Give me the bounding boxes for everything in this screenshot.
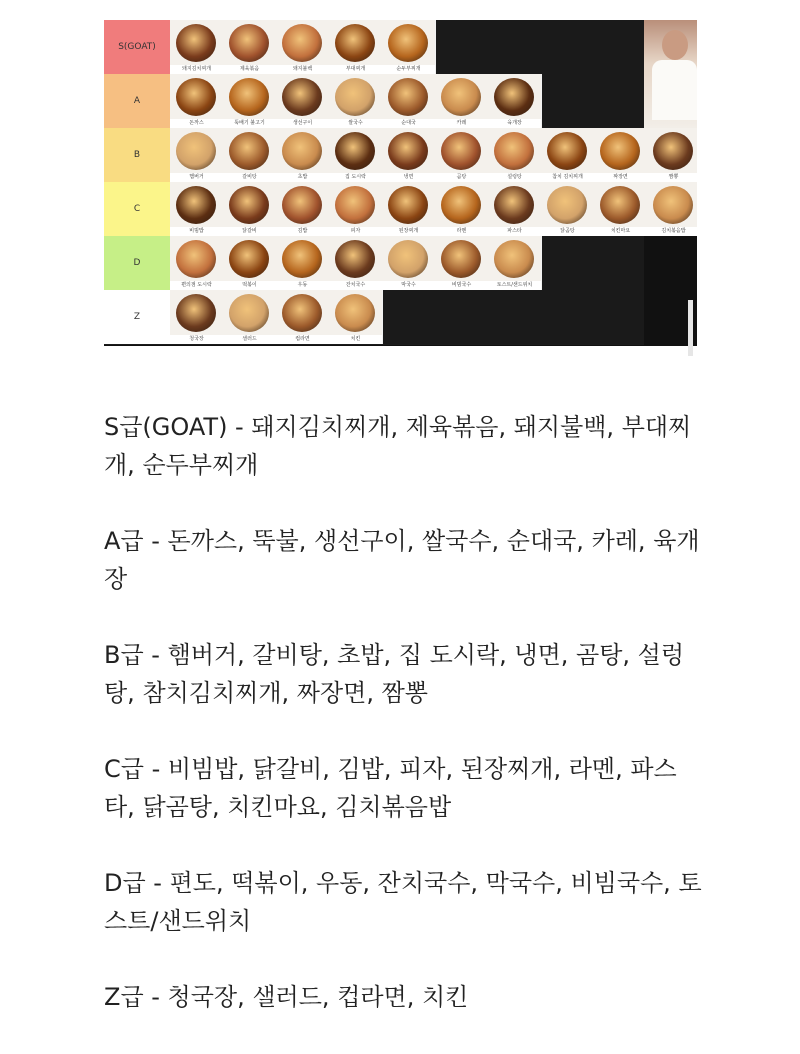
presenter-photo bbox=[644, 20, 697, 128]
food-caption: 육개장 bbox=[488, 119, 541, 128]
food-photo bbox=[441, 186, 481, 224]
food-caption: 닭갈비 bbox=[223, 227, 276, 236]
food-tile bbox=[382, 182, 436, 236]
food-caption: 설렁탕 bbox=[488, 173, 541, 182]
food-caption: 치킨 bbox=[329, 335, 382, 344]
food-tile bbox=[329, 128, 383, 182]
food-caption: 갈비탕 bbox=[223, 173, 276, 182]
food-photo bbox=[229, 294, 269, 332]
food-caption: 카레 bbox=[435, 119, 488, 128]
food-caption: 토스트/샌드위치 bbox=[488, 281, 541, 290]
food-tile bbox=[488, 182, 542, 236]
food-tile bbox=[223, 290, 277, 344]
food-photo bbox=[229, 24, 269, 62]
presenter-head bbox=[662, 30, 688, 60]
food-tile bbox=[170, 290, 224, 344]
food-photo bbox=[441, 132, 481, 170]
food-photo bbox=[176, 294, 216, 332]
food-photo bbox=[494, 240, 534, 278]
food-photo bbox=[441, 78, 481, 116]
tier-text-z: Z급 - 청국장, 샐러드, 컵라면, 치킨 bbox=[104, 983, 469, 1011]
tier-row-4 bbox=[104, 236, 644, 291]
tier-row-5 bbox=[104, 290, 644, 345]
food-tile bbox=[170, 74, 224, 128]
food-photo bbox=[282, 24, 322, 62]
food-caption: 햄버거 bbox=[170, 173, 223, 182]
food-caption: 짜장면 bbox=[594, 173, 647, 182]
food-caption: 생선구이 bbox=[276, 119, 329, 128]
food-tile bbox=[435, 182, 489, 236]
food-caption: 닭곰탕 bbox=[541, 227, 594, 236]
food-caption: 치킨마요 bbox=[594, 227, 647, 236]
food-tile bbox=[329, 74, 383, 128]
tier-row-3 bbox=[104, 182, 686, 237]
food-caption: 청국장 bbox=[170, 335, 223, 344]
tier-foods bbox=[170, 290, 644, 344]
food-photo bbox=[335, 240, 375, 278]
tier-label: S(GOAT) bbox=[104, 20, 170, 74]
food-caption: 곰탕 bbox=[435, 173, 488, 182]
food-tile bbox=[223, 74, 277, 128]
food-tile bbox=[594, 128, 648, 182]
food-photo bbox=[388, 78, 428, 116]
food-photo bbox=[335, 294, 375, 332]
tier-row-0 bbox=[104, 20, 644, 75]
food-tile bbox=[647, 128, 697, 182]
food-caption: 라멘 bbox=[435, 227, 488, 236]
food-caption: 비빔밥 bbox=[170, 227, 223, 236]
food-photo bbox=[229, 186, 269, 224]
food-caption: 돈까스 bbox=[170, 119, 223, 128]
food-tile bbox=[329, 236, 383, 290]
food-tile bbox=[329, 290, 383, 344]
food-caption: 떡볶이 bbox=[223, 281, 276, 290]
food-caption: 우동 bbox=[276, 281, 329, 290]
food-photo bbox=[600, 186, 640, 224]
food-tile bbox=[329, 182, 383, 236]
food-tile bbox=[276, 74, 330, 128]
food-caption: 뚝배기 불고기 bbox=[223, 119, 276, 128]
food-caption: 편의점 도시락 bbox=[170, 281, 223, 290]
tier-label: C bbox=[104, 182, 170, 236]
food-tile bbox=[276, 182, 330, 236]
food-photo bbox=[441, 240, 481, 278]
food-photo bbox=[335, 132, 375, 170]
food-tile bbox=[382, 236, 436, 290]
food-photo bbox=[229, 78, 269, 116]
tier-row-1 bbox=[104, 74, 644, 129]
food-caption: 부대찌개 bbox=[329, 65, 382, 74]
food-photo bbox=[388, 240, 428, 278]
food-photo bbox=[176, 186, 216, 224]
food-photo bbox=[282, 240, 322, 278]
tier-label: B bbox=[104, 128, 170, 182]
food-caption: 막국수 bbox=[382, 281, 435, 290]
food-tile bbox=[382, 128, 436, 182]
food-tile bbox=[223, 236, 277, 290]
image-edge-bar bbox=[688, 300, 693, 356]
food-tile bbox=[541, 128, 595, 182]
food-tile bbox=[382, 74, 436, 128]
food-photo bbox=[494, 78, 534, 116]
food-caption: 집 도시락 bbox=[329, 173, 382, 182]
food-tile bbox=[647, 182, 697, 236]
food-tile bbox=[435, 74, 489, 128]
food-photo bbox=[388, 186, 428, 224]
tier-text-d: D급 - 편도, 떡볶이, 우동, 잔치국수, 막국수, 비빔국수, 토스트/샌드위치 bbox=[104, 869, 702, 935]
food-caption: 잔치국수 bbox=[329, 281, 382, 290]
food-photo bbox=[653, 132, 693, 170]
tier-label: D bbox=[104, 236, 170, 290]
tier-label: Z bbox=[104, 290, 170, 344]
food-caption: 컵라면 bbox=[276, 335, 329, 344]
food-photo bbox=[176, 78, 216, 116]
presenter-shirt bbox=[652, 60, 697, 120]
food-photo bbox=[176, 240, 216, 278]
food-caption: 돼지김치찌개 bbox=[170, 65, 223, 74]
tier-list-image bbox=[104, 20, 697, 346]
food-tile bbox=[488, 74, 542, 128]
food-caption: 피자 bbox=[329, 227, 382, 236]
food-tile bbox=[276, 20, 330, 74]
food-tile bbox=[276, 236, 330, 290]
food-photo bbox=[335, 24, 375, 62]
food-photo bbox=[176, 132, 216, 170]
tier-row-2 bbox=[104, 128, 679, 183]
food-tile bbox=[170, 20, 224, 74]
food-tile bbox=[170, 182, 224, 236]
food-photo bbox=[653, 186, 693, 224]
food-caption: 쌀국수 bbox=[329, 119, 382, 128]
food-caption: 돼지불백 bbox=[276, 65, 329, 74]
food-caption: 된장찌개 bbox=[382, 227, 435, 236]
food-tile bbox=[435, 236, 489, 290]
tier-foods bbox=[170, 74, 644, 128]
food-tile bbox=[223, 128, 277, 182]
food-caption: 김밥 bbox=[276, 227, 329, 236]
food-photo bbox=[388, 24, 428, 62]
food-tile bbox=[435, 128, 489, 182]
food-photo bbox=[547, 132, 587, 170]
food-tile bbox=[329, 20, 383, 74]
food-tile bbox=[223, 182, 277, 236]
food-caption: 짬뽕 bbox=[647, 173, 697, 182]
food-tile bbox=[488, 236, 542, 290]
food-photo bbox=[282, 78, 322, 116]
food-tile bbox=[170, 236, 224, 290]
food-tile bbox=[170, 128, 224, 182]
food-caption: 제육볶음 bbox=[223, 65, 276, 74]
tier-label: A bbox=[104, 74, 170, 128]
food-caption: 참치 김치찌개 bbox=[541, 173, 594, 182]
tier-text-c: C급 - 비빔밥, 닭갈비, 김밥, 피자, 된장찌개, 라멘, 파스타, 닭곰탕, 치킨마요, 김치볶음밥 bbox=[104, 755, 677, 821]
food-caption: 초밥 bbox=[276, 173, 329, 182]
tier-text-b: B급 - 햄버거, 갈비탕, 초밥, 집 도시락, 냉면, 곰탕, 설렁탕, 참치김치찌개, 짜장면, 짬뽕 bbox=[104, 641, 685, 707]
food-photo bbox=[335, 186, 375, 224]
food-tile bbox=[594, 182, 648, 236]
food-tile bbox=[276, 128, 330, 182]
food-caption: 김치볶음밥 bbox=[647, 227, 697, 236]
food-caption: 순두부찌개 bbox=[382, 65, 435, 74]
food-photo bbox=[388, 132, 428, 170]
food-caption: 냉면 bbox=[382, 173, 435, 182]
food-tile bbox=[382, 20, 436, 74]
food-photo bbox=[600, 132, 640, 170]
tier-foods bbox=[170, 20, 644, 74]
food-caption: 파스타 bbox=[488, 227, 541, 236]
food-photo bbox=[547, 186, 587, 224]
food-photo bbox=[176, 24, 216, 62]
food-photo bbox=[282, 294, 322, 332]
tier-text-section bbox=[104, 408, 704, 1054]
food-photo bbox=[282, 186, 322, 224]
tier-foods bbox=[170, 128, 679, 182]
food-tile bbox=[276, 290, 330, 344]
food-tile bbox=[223, 20, 277, 74]
food-tile bbox=[488, 128, 542, 182]
food-photo bbox=[229, 132, 269, 170]
food-photo bbox=[335, 78, 375, 116]
tier-text-s: S급(GOAT) - 돼지김치찌개, 제육볶음, 돼지불백, 부대찌개, 순두부찌개 bbox=[104, 413, 692, 479]
food-caption: 샐러드 bbox=[223, 335, 276, 344]
food-photo bbox=[282, 132, 322, 170]
tier-foods bbox=[170, 182, 686, 236]
food-tile bbox=[541, 182, 595, 236]
food-photo bbox=[494, 132, 534, 170]
food-caption: 비빔국수 bbox=[435, 281, 488, 290]
tier-text-a: A급 - 돈까스, 뚝불, 생선구이, 쌀국수, 순대국, 카레, 육개장 bbox=[104, 527, 700, 593]
food-photo bbox=[494, 186, 534, 224]
food-caption: 순대국 bbox=[382, 119, 435, 128]
food-photo bbox=[229, 240, 269, 278]
tier-foods bbox=[170, 236, 644, 290]
